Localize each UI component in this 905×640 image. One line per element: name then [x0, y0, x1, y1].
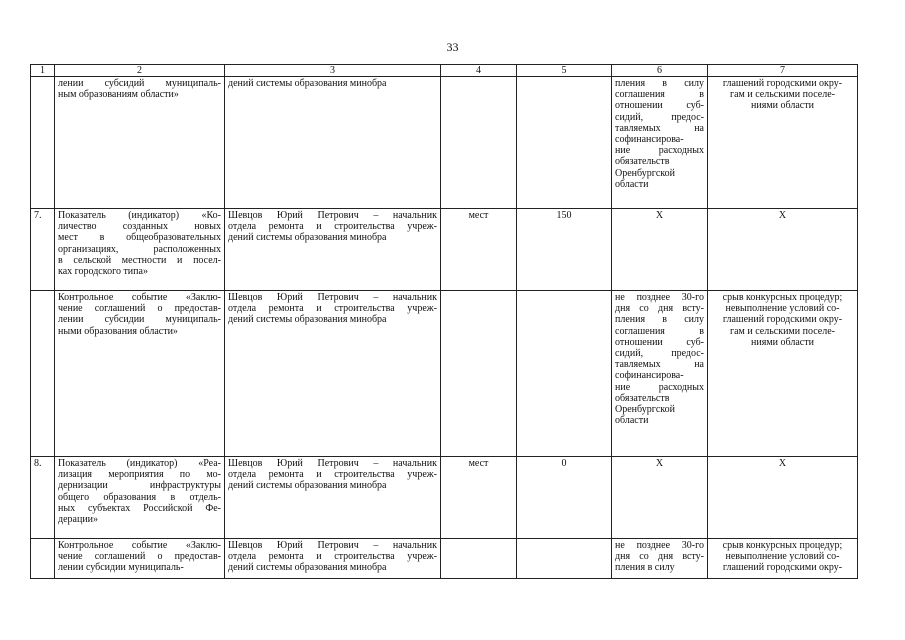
cell-text-line: пления в силу — [615, 78, 704, 89]
cell-text-line: Х — [655, 458, 664, 469]
cell-text-line: сидий, предос- — [615, 111, 704, 123]
value-cell — [517, 291, 612, 457]
column-header: 6 — [612, 65, 708, 77]
cell-text-line: тавляемых на — [615, 122, 704, 134]
table-row — [31, 457, 858, 539]
cell-text-line: дня со дня всту- — [615, 551, 704, 563]
table-row — [31, 209, 858, 291]
cell-text-line: глашений городскими окру- — [722, 562, 843, 574]
cell-text-line: глашений городскими окру- — [722, 314, 843, 326]
risk-cell — [708, 77, 858, 209]
cell-text-line: обязательств — [615, 392, 670, 404]
cell-text-line: ниями области — [751, 336, 814, 348]
cell-text-line: дернизации инфраструктуры — [58, 480, 221, 492]
cell-text-line: лении субсидий муниципаль- — [58, 78, 221, 89]
row-number-cell — [31, 77, 55, 209]
column-header: 4 — [441, 65, 517, 77]
cell-text-line: дня со дня всту- — [615, 303, 704, 315]
cell-text-line: соглашения в — [615, 89, 704, 101]
cell-text-line: Х — [778, 210, 787, 221]
indicator-cell — [55, 539, 225, 579]
cell-text-line: лении субсидии муниципаль- — [58, 314, 221, 326]
cell-text-line: софинансирова- — [615, 370, 684, 382]
indicator-cell — [55, 457, 225, 539]
responsible-cell — [225, 77, 441, 209]
cell-text-line: отдела ремонта и строительства учреж- — [228, 303, 437, 315]
cell-text-line: Контрольное событие «Заклю- — [58, 540, 221, 551]
cell-text-line: срыв конкурсных процедур; — [722, 540, 843, 551]
cell-text-line: общего образования в отдель- — [58, 491, 221, 503]
cell-text-line: Показатель (индикатор) «Реа- — [58, 458, 221, 469]
cell-text-line: пления в силу — [615, 562, 675, 574]
table-row — [31, 539, 858, 579]
deadline-cell — [612, 539, 708, 579]
cell-text-line: сидий, предос- — [615, 348, 704, 360]
deadline-cell — [612, 77, 708, 209]
cell-text-line: дений системы образования минобра — [228, 232, 387, 244]
risk-cell — [708, 291, 858, 457]
cell-text-line: срыв конкурсных процедур; — [722, 292, 843, 303]
cell-text-line: дений системы образования минобра — [228, 562, 387, 574]
responsible-cell — [225, 209, 441, 291]
cell-text-line: отдела ремонта и строительства учреж- — [228, 221, 437, 233]
deadline-cell — [612, 209, 708, 291]
indicator-cell — [55, 77, 225, 209]
column-header: 1 — [31, 65, 55, 77]
cell-text-line: чение соглашений о предостав- — [58, 303, 221, 315]
unit-cell — [441, 539, 517, 579]
cell-text-line: пления в силу — [615, 314, 704, 326]
cell-text-line: гам и сельскими поселе- — [730, 325, 835, 337]
cell-text-line: чение соглашений о предостав- — [58, 551, 221, 563]
value-cell: 0 — [517, 457, 612, 539]
indicator-cell — [55, 291, 225, 457]
cell-text-line: отдела ремонта и строительства учреж- — [228, 469, 437, 481]
risk-cell — [708, 539, 858, 579]
unit-cell: мест — [441, 209, 517, 291]
value-cell — [517, 77, 612, 209]
deadline-cell — [612, 291, 708, 457]
risk-cell — [708, 457, 858, 539]
cell-text-line: тавляемых на — [615, 359, 704, 371]
cell-text-line: ных субъектах Российской Фе- — [58, 502, 221, 514]
row-number-cell: 7. — [31, 209, 55, 291]
cell-text-line: личество созданных новых — [58, 221, 221, 233]
cell-text-line: ках городского типа» — [58, 266, 148, 278]
risk-cell — [708, 209, 858, 291]
cell-text-line: лизация мероприятия по мо- — [58, 469, 221, 481]
responsible-cell — [225, 291, 441, 457]
cell-text-line: ние расходных — [615, 145, 704, 157]
column-header: 2 — [55, 65, 225, 77]
cell-text-line: Шевцов Юрий Петрович – начальник — [228, 210, 437, 221]
cell-text-line: мест в общеобразовательных — [58, 232, 221, 244]
cell-text-line: отношении суб- — [615, 100, 704, 112]
cell-text-line: обязательств — [615, 156, 670, 168]
cell-text-line: Оренбургской — [615, 167, 675, 179]
cell-text-line: дений системы образования минобра — [228, 480, 387, 492]
cell-text-line: гам и сельскими поселе- — [730, 89, 835, 101]
cell-text-line: ными образования области» — [58, 325, 178, 337]
indicator-cell — [55, 209, 225, 291]
cell-text-line: Х — [778, 458, 787, 469]
cell-text-line: Показатель (индикатор) «Ко- — [58, 210, 221, 221]
cell-text-line: дерации» — [58, 514, 99, 526]
cell-text-line: софинансирова- — [615, 134, 684, 146]
column-header: 3 — [225, 65, 441, 77]
cell-text-line: невыполнение условий со- — [725, 551, 840, 563]
table-row — [31, 291, 858, 457]
cell-text-line: области — [615, 415, 649, 427]
unit-cell — [441, 77, 517, 209]
responsible-cell — [225, 457, 441, 539]
cell-text-line: Оренбургской — [615, 404, 675, 416]
cell-text-line: Х — [655, 210, 664, 221]
cell-text-line: Шевцов Юрий Петрович – начальник — [228, 458, 437, 469]
cell-text-line: ние расходных — [615, 381, 704, 393]
responsible-cell — [225, 539, 441, 579]
row-number-cell — [31, 539, 55, 579]
column-header: 5 — [517, 65, 612, 77]
column-header: 7 — [708, 65, 858, 77]
value-cell: 150 — [517, 209, 612, 291]
unit-cell — [441, 291, 517, 457]
cell-text-line: организациях, расположенных — [58, 243, 221, 255]
cell-text-line: в сельской местности и посел- — [58, 254, 221, 266]
cell-text-line: лении субсидии муниципаль- — [58, 562, 184, 574]
cell-text-line: Шевцов Юрий Петрович – начальник — [228, 292, 437, 303]
deadline-cell — [612, 457, 708, 539]
cell-text-line: ным образованиям области» — [58, 89, 179, 101]
unit-cell: мест — [441, 457, 517, 539]
cell-text-line: отношении суб- — [615, 336, 704, 348]
page-number: 33 — [446, 40, 459, 54]
cell-text-line: Контрольное событие «Заклю- — [58, 292, 221, 303]
cell-text-line: Шевцов Юрий Петрович – начальник — [228, 540, 437, 551]
cell-text-line: не позднее 30-го — [615, 292, 704, 303]
value-cell — [517, 539, 612, 579]
cell-text-line: глашений городскими окру- — [722, 78, 843, 89]
cell-text-line: не позднее 30-го — [615, 540, 704, 551]
cell-text-line: отдела ремонта и строительства учреж- — [228, 551, 437, 563]
row-number-cell: 8. — [31, 457, 55, 539]
cell-text-line: области — [615, 178, 649, 190]
document-table — [30, 64, 858, 579]
cell-text-line: соглашения в — [615, 325, 704, 337]
cell-text-line: дений системы образования минобра — [228, 78, 387, 89]
row-number-cell — [31, 291, 55, 457]
table-row — [31, 77, 858, 209]
table-header-row — [31, 65, 858, 77]
cell-text-line: ниями области — [751, 100, 814, 112]
cell-text-line: невыполнение условий со- — [725, 303, 840, 315]
cell-text-line: дений системы образования минобра — [228, 314, 387, 326]
